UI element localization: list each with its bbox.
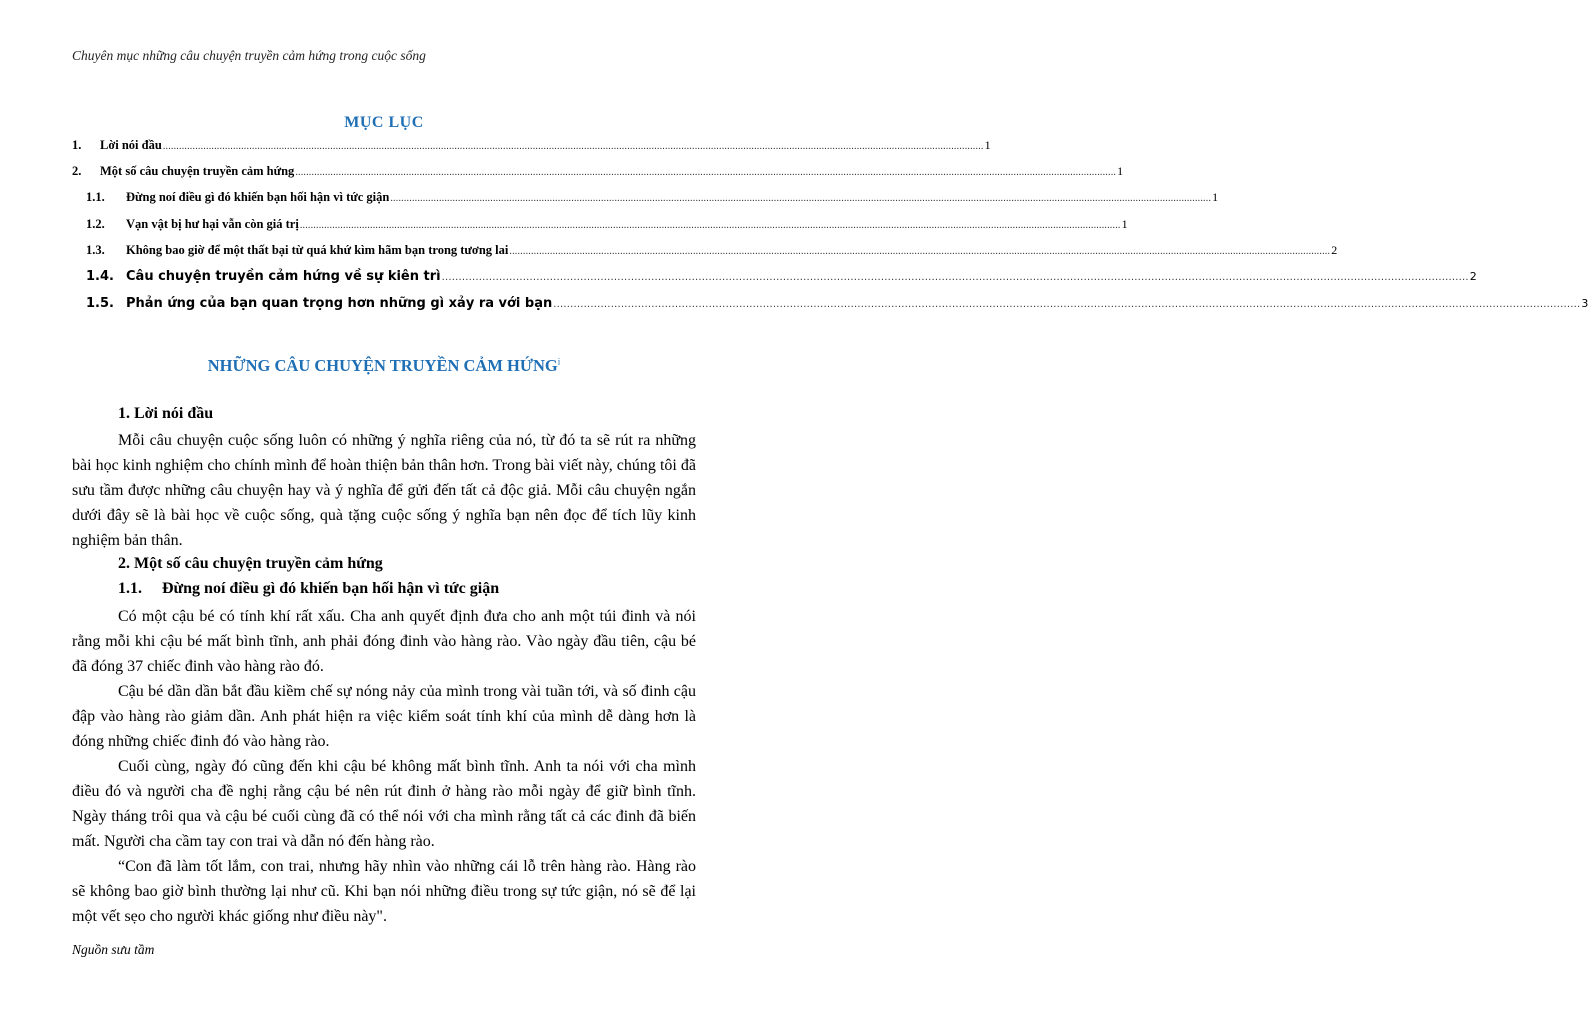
toc-leader-dots <box>163 138 984 153</box>
toc-item-number: 1. <box>72 138 82 152</box>
toc-item[interactable] <box>72 190 1219 210</box>
footnote-marker[interactable]: i <box>557 356 561 367</box>
intro-paragraph: Mỗi câu chuyện cuộc sống luôn có những ý nghĩa riêng của nó, từ đó ta sẽ rút ra những bài học kinh nghiệm cho chính mình để hoàn thiện bản thân hơn. Trong bài viết này, chúng tôi đã sưu tầm được những câu chuyện hay và ý nghĩa để gửi đến tất cả độc giả. Mỗi câu chuyện ngắn dưới đây sẽ là bài học về cuộc sống, quà tặng cuộc sống ý nghĩa bạn nên đọc để tích lũy kinh nghiệm bản thân. <box>72 432 696 549</box>
main-title-text: NHỮNG CÂU CHUYỆN TRUYỀN CẢM HỨNG <box>207 356 558 375</box>
toc-item-number: 1.5. <box>86 296 114 311</box>
toc-leader-dots <box>390 190 1211 205</box>
toc-item[interactable] <box>72 296 1588 316</box>
toc-item[interactable] <box>72 164 1124 184</box>
toc-item-label: Một số câu chuyện truyền cảm hứng <box>100 164 295 178</box>
toc-item-label: Vạn vật bị hư hại vẫn còn giá trị <box>126 217 299 231</box>
toc-item[interactable] <box>72 243 1338 263</box>
story-paragraph: Có một cậu bé có tính khí rất xấu. Cha anh quyết định đưa cho anh một túi đinh và nói rằng mỗi khi cậu bé mất bình tĩnh, anh phải đóng đinh vào hàng rào. Vào ngày đầu tiên, cậu bé đã đóng 37 chiếc đinh vào hàng rào đó. <box>72 608 696 675</box>
toc-item-label: Lời nói đầu <box>100 138 162 152</box>
toc-item-number: 2. <box>72 164 82 178</box>
toc-item-page: 1 <box>1121 217 1128 231</box>
toc-leader-dots <box>442 269 1469 284</box>
toc-leader-dots <box>300 217 1121 232</box>
toc-item-number: 1.2. <box>86 217 105 231</box>
toc-item-page: 2 <box>1331 243 1338 257</box>
intro-body <box>72 428 696 553</box>
toc-title: MỤC LỤC <box>344 114 424 131</box>
toc-item-page: 2 <box>1469 270 1477 283</box>
toc-item-page: 1 <box>984 138 991 152</box>
subsection-heading-1-1 <box>118 580 499 598</box>
main-title <box>0 356 768 376</box>
toc-item[interactable] <box>72 217 1128 237</box>
toc-item-label: Đừng noí điều gì đó khiến bạn hối hận vì tức giận <box>126 190 390 204</box>
toc-item[interactable] <box>72 269 1477 289</box>
toc-item-label: Câu chuyện truyền cảm hứng về sự kiên trì <box>126 269 441 284</box>
subsection-title: Đừng noí điều gì đó khiến bạn hối hận vì tức giận <box>162 580 500 597</box>
story-paragraph: Cuối cùng, ngày đó cũng đến khi cậu bé không mất bình tĩnh. Anh ta nói với cha mình điều đó và người cha đề nghị rằng cậu bé nên rút đinh ở hàng rào mỗi ngày để giữ bình tĩnh. Ngày tháng trôi qua và cậu bé cuối cùng đã có thể nói với cha mình rằng tất cả các đinh đã biến mất. Người cha cầm tay con trai và dẫn nó đến hàng rào. <box>72 758 696 850</box>
subsection-number: 1.1. <box>118 580 142 597</box>
toc-leader-dots <box>553 296 1580 311</box>
toc-item-number: 1.4. <box>86 269 114 284</box>
story-paragraph: “Con đã làm tốt lắm, con trai, nhưng hãy nhìn vào những cái lỗ trên hàng rào. Hàng rào sẽ không bao giờ bình thường lại như cũ. Khi bạn nói những điều trong sự tức giận, nó sẽ để lại một vết sẹo cho người khác giống như điều này". <box>72 858 696 925</box>
page-header: Chuyên mục những câu chuyện truyền cảm hứng trong cuộc sống <box>72 48 426 63</box>
story-paragraph: Cậu bé dần dần bắt đầu kiềm chế sự nóng nảy của mình trong vài tuần tới, và số đinh cậu đập vào hàng rào giảm dần. Anh phát hiện ra việc kiểm soát tính khí của mình dễ dàng hơn là đóng những chiếc đinh đó vào hàng rào. <box>72 683 696 750</box>
toc-item-label: Không bao giờ để một thất bại từ quá khứ kìm hãm bạn trong tương lai <box>126 243 509 257</box>
toc-item-page: 1 <box>1117 164 1124 178</box>
toc-item-page: 3 <box>1581 297 1588 310</box>
section-heading-stories: 2. Một số câu chuyện truyền cảm hứng <box>118 555 383 572</box>
toc-leader-dots <box>295 164 1116 179</box>
story-body <box>72 604 696 929</box>
toc-item-page: 1 <box>1212 190 1219 204</box>
section-heading-intro: 1. Lời nói đầu <box>118 405 214 422</box>
toc-item-label: Phản ứng của bạn quan trọng hơn những gì xảy ra với bạn <box>126 296 553 311</box>
toc-item[interactable] <box>72 138 991 158</box>
toc-item-number: 1.1. <box>86 190 105 204</box>
toc-item-number: 1.3. <box>86 243 105 257</box>
toc-leader-dots <box>509 243 1330 258</box>
source-note: Nguồn sưu tầm <box>72 942 155 957</box>
